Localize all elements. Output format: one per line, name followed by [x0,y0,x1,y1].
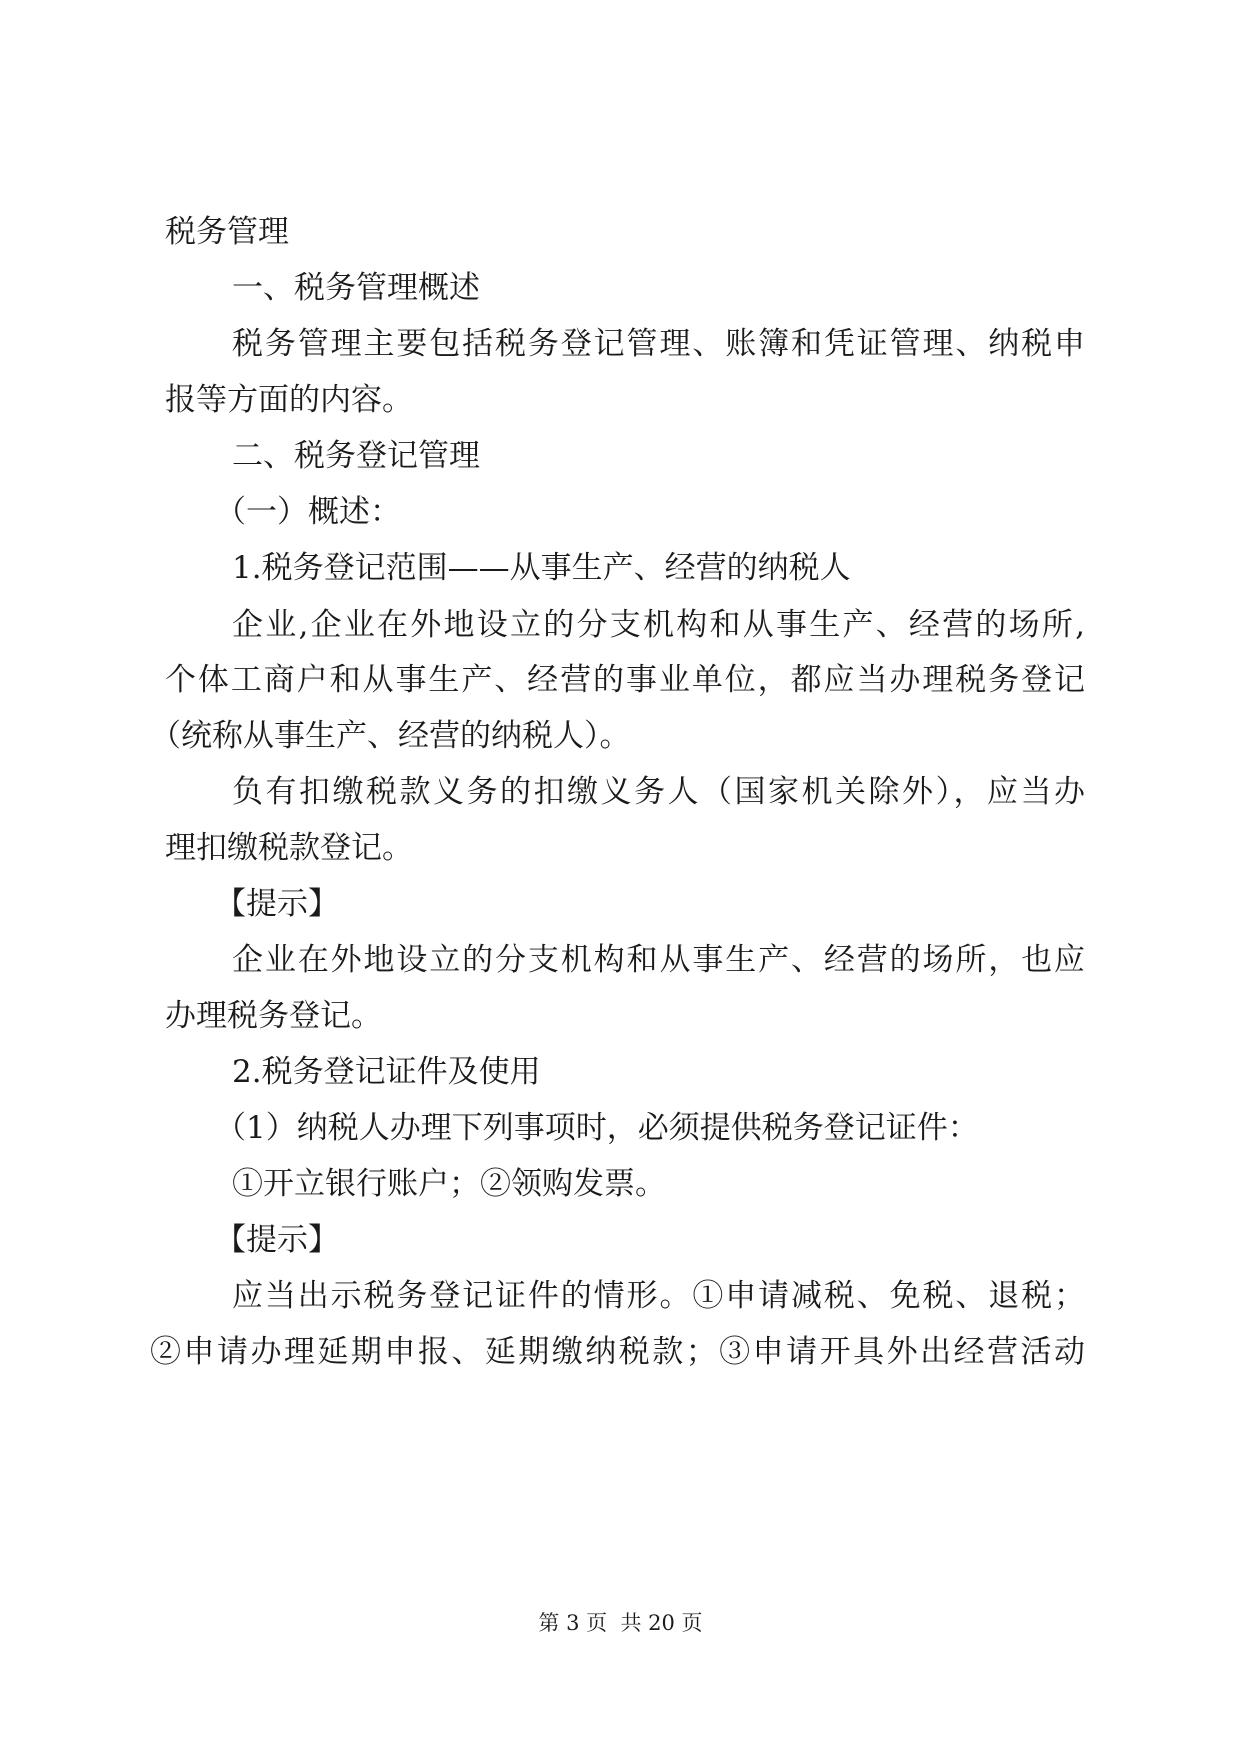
numbered-heading-1: 1.税务登记范围——从事生产、经营的纳税人 [232,550,851,586]
paragraph-line: 企业,企业在外地设立的分支机构和从事生产、经营的场所, [232,607,1085,643]
paragraph-line: ①开立银行账户；②领购发票。 [232,1166,666,1202]
paragraph-line: 应当出示税务登记证件的情形。①申请减税、免税、退税； [232,1278,1085,1314]
paragraph-line: （统称从事生产、经营的纳税人）。 [150,718,631,754]
paragraph-line: 办理税务登记。 [165,998,382,1034]
tip-label: 【提示】 [215,886,339,922]
tip-label: 【提示】 [215,1222,339,1258]
subsection-heading: （一）概述： [215,494,401,530]
section-heading-2: 二、税务登记管理 [232,438,480,474]
paragraph-line: 个体工商户和从事生产、经营的事业单位，都应当办理税务登记 [165,662,1085,698]
paragraph-line: 理扣缴税款登记。 [165,830,413,866]
numbered-heading-2: 2.税务登记证件及使用 [232,1054,541,1090]
paragraph-line: ②申请办理延期申报、延期缴纳税款；③申请开具外出经营活动 [150,1334,1085,1370]
paragraph-line: 报等方面的内容。 [165,382,413,418]
paragraph-line: 负有扣缴税款义务的扣缴义务人（国家机关除外），应当办 [232,774,1085,810]
paragraph-line: 企业在外地设立的分支机构和从事生产、经营的场所，也应 [232,942,1085,978]
document-title: 税务管理 [165,214,289,250]
page-number-footer: 第 3 页 共 20 页 [538,1611,703,1635]
paragraph-line: （1）纳税人办理下列事项时，必须提供税务登记证件： [215,1110,979,1146]
section-heading-1: 一、税务管理概述 [232,270,480,306]
paragraph-line: 税务管理主要包括税务登记管理、账簿和凭证管理、纳税申 [232,326,1085,362]
